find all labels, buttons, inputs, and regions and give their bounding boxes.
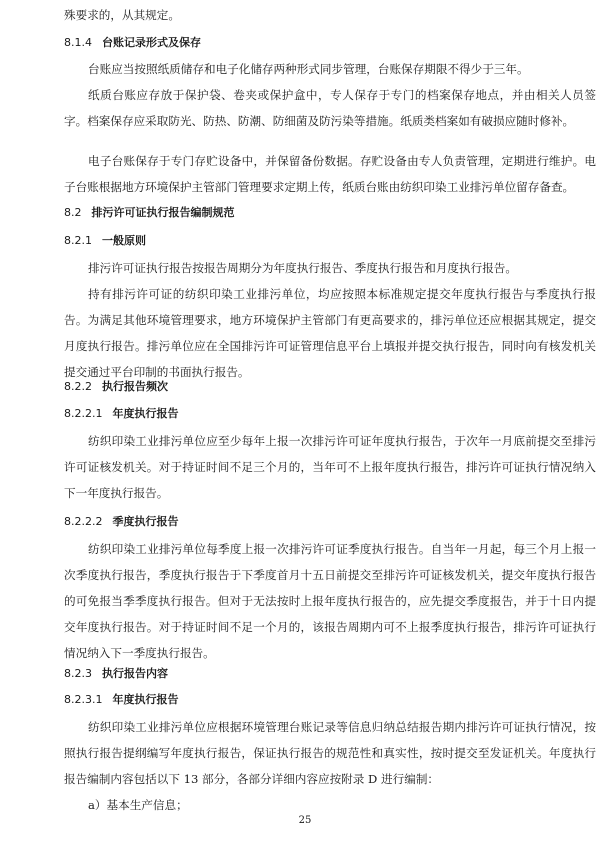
heading-8-2-2-2 <box>64 514 178 530</box>
paragraph-annual-report-content: 纺织印染工业排污单位应根据环境管理台账记录等信息归纳总结报告期内排污许可证执行情况，按照执行报告提纲编写年度执行报告，保证执行报告的规范性和真实性，按时提交至发证机关。年度执行报告编制内容包括以下 13 部分，各部分详细内容应按附录 D 进行编制： <box>64 720 596 786</box>
heading-8-2-2-1 <box>64 406 178 422</box>
heading-number: 8.2 <box>64 206 82 219</box>
heading-title: 台账记录形式及保存 <box>102 36 201 49</box>
heading-8-1-4 <box>64 35 201 51</box>
heading-number: 8.2.2.1 <box>64 407 103 420</box>
heading-number: 8.2.2 <box>64 380 92 393</box>
heading-8-2-3 <box>64 666 168 682</box>
heading-title: 执行报告内容 <box>102 667 168 680</box>
heading-number: 8.2.1 <box>64 234 92 247</box>
heading-8-2 <box>64 205 235 221</box>
heading-title: 一般原则 <box>102 234 146 247</box>
heading-number: 8.2.2.2 <box>64 515 103 528</box>
heading-number: 8.2.3 <box>64 667 92 680</box>
page-number: 25 <box>298 815 312 826</box>
paragraph-quarterly-report: 纺织印染工业排污单位每季度上报一次排污许可证季度执行报告。自当年一月起，每三个月上报一次季度执行报告，季度执行报告于下季度首月十五日前提交至排污许可证核发机关，提交年度执行报告的可免报当季季度执行报告。但对于无法按时上报年度执行报告的，应先提交季度报告，并于十日内提交年度执行报告。对于持证时间不足一个月的，该报告周期内可不上报季度执行报告，排污许可证执行情况纳入下一季度执行报告。 <box>64 542 596 660</box>
heading-number: 8.2.3.1 <box>64 693 103 706</box>
paragraph-ledger-storage: 台账应当按照纸质储存和电子化储存两种形式同步管理，台账保存期限不得少于三年。 <box>88 62 529 76</box>
heading-number: 8.1.4 <box>64 36 92 49</box>
heading-8-2-3-1 <box>64 692 178 708</box>
paragraph-general-principles: 持有排污许可证的纺织印染工业排污单位，均应按照本标准规定提交年度执行报告与季度执行报告。为满足其他环境管理要求，地方环境保护主管部门有更高要求的，排污单位还应根据其规定，提交月度执行报告。排污单位应在全国排污许可证管理信息平台上填报并提交执行报告，同时向有核发机关提交通过平台印制的书面执行报告。 <box>64 287 596 379</box>
paragraph-annual-report: 纺织印染工业排污单位应至少每年上报一次排污许可证年度执行报告，于次年一月底前提交至排污许可证核发机关。对于持证时间不足三个月的，当年可不上报年度执行报告，排污许可证执行情况纳入下一年度执行报告。 <box>64 434 596 500</box>
heading-8-2-2 <box>64 379 168 395</box>
heading-title: 年度执行报告 <box>112 693 179 706</box>
heading-title: 排污许可证执行报告编制规范 <box>91 206 235 219</box>
list-item-a: a）基本生产信息； <box>88 798 188 812</box>
heading-title: 季度执行报告 <box>112 515 179 528</box>
paragraph-paper-ledger: 纸质台账应存放于保护袋、卷夹或保护盒中，专人保存于专门的档案保存地点，并由相关人员签字。档案保存应采取防光、防热、防潮、防细菌及防污染等措施。纸质类档案如有破损应随时修补。 <box>64 88 596 128</box>
paragraph-report-types: 排污许可证执行报告按报告周期分为年度执行报告、季度执行报告和月度执行报告。 <box>88 261 517 275</box>
heading-8-2-1 <box>64 233 146 249</box>
heading-title: 年度执行报告 <box>112 407 179 420</box>
paragraph-electronic-ledger: 电子台账保存于专门存贮设备中，并保留备份数据。存贮设备由专人负责管理，定期进行维护。电子台账根据地方环境保护主管部门管理要求定期上传，纸质台账由纺织印染工业排污单位留存备查。 <box>64 154 596 194</box>
heading-title: 执行报告频次 <box>102 380 168 393</box>
continuation-text: 殊要求的，从其规定。 <box>64 8 180 22</box>
